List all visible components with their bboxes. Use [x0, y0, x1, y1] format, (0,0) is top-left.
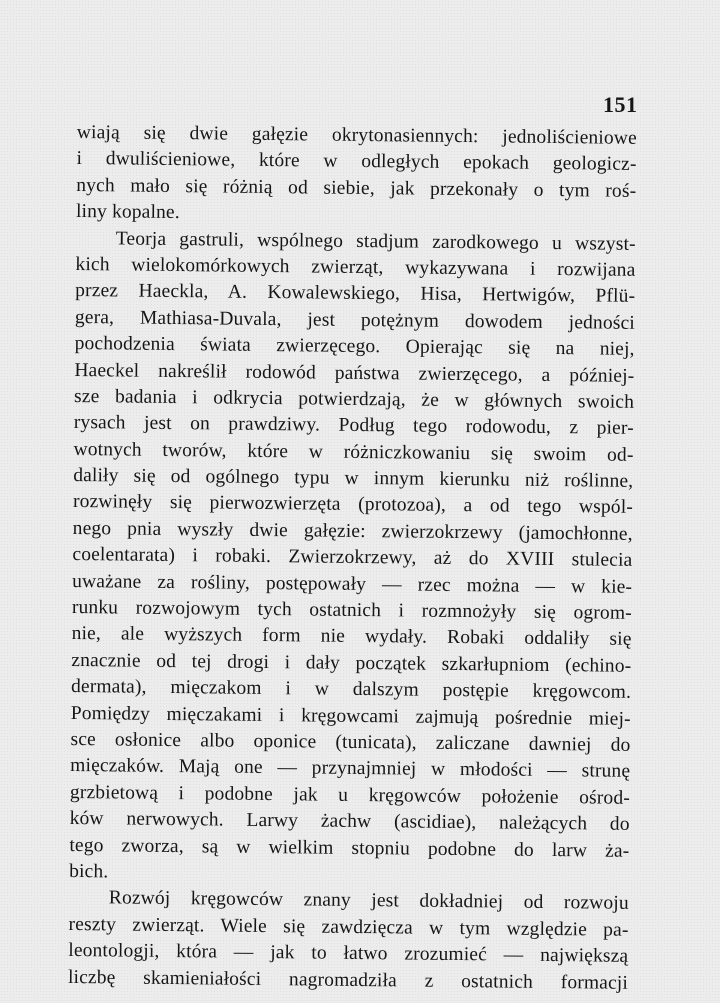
- text-line: nego pnia wyszły dwie gałęzie: zwierzokrzewy (jamochłonne,: [72, 517, 633, 545]
- text-line: coelentarata) i robaki. Zwierzokrzewy, aż do XVIII stulecia: [72, 544, 633, 572]
- text-line: znacznie od tej drogi i dały początek szkarłupniom (echino-: [71, 649, 632, 677]
- text-line: ków nerwowych. Larwy żachw (ascidiae), należących do: [69, 808, 630, 835]
- text-line: pochodzenia świata zwierzęcego. Opierając się na niej,: [74, 333, 635, 360]
- text-line: Pomiędzy mięczakami i kręgowcami zajmują pośrednie miej-: [70, 702, 631, 730]
- text-line: liczbę skamieniałości nagromadziła z ostatnich formacji: [67, 966, 629, 994]
- text-line: leontologji, która — jak to łatwo zrozumieć — największą: [68, 940, 629, 967]
- text-line: rozwinęły się pierwozwierzęta (protozoa), a od tego wspól-: [72, 491, 634, 519]
- text-line: runku rozwojowym tych ostatnich i rozmnożyły się ogrom-: [71, 597, 632, 624]
- text-line: kich wielokomórkowych zwierząt, wykazywana i rozwijana: [75, 253, 636, 281]
- text-line: daliły się od ogólnego typu w innym kierunku niż roślinne,: [73, 465, 634, 492]
- text-line: sze badania i odkrycia potwierdzają, że w głównych swoich: [73, 385, 635, 413]
- text-line: wotnych tworów, które w różniczkowaniu się swoim od-: [73, 438, 634, 466]
- text-line: reszty zwierząt. Wiele się zawdzięcza w tym względzie pa-: [68, 913, 629, 941]
- text-line: i dwuliścieniowe, które w odległych epokach geologicz-: [76, 148, 637, 176]
- page-number: 151: [603, 92, 638, 117]
- paragraph-start-line: Rozwój kręgowców znany jest dokładniej od rozwoju: [108, 887, 629, 915]
- text-line: gera, Mathiasa-Duvala, jest potężnym dowodem jedności: [74, 306, 636, 334]
- text-line: dermata), mięczakom i w dalszym postępie kręgowcom.: [70, 676, 632, 704]
- text-line: sce osłonice albo oponice (tunicata), zaliczane dawniej do: [70, 728, 631, 756]
- text-line: nych mało się różnią od siebie, jak przekonały o tym roś-: [76, 174, 637, 202]
- text-line: wiają się dwie gałęzie okrytonasiennych: jednoliścieniowe: [76, 121, 637, 149]
- text-line: przez Haeckla, A. Kowalewskiego, Hisa, Hertwigów, Pflü-: [75, 280, 636, 308]
- body-text: [68, 120, 637, 997]
- text-line: bich.: [69, 860, 109, 883]
- text-line: Haeckel nakreślił rodowód państwa zwierzęcego, a później-: [74, 359, 635, 387]
- text-line: grzbietową i podobne jak u kręgowców położenie ośrod-: [69, 781, 631, 809]
- text-line: rysach jest on prawdziwy. Podług tego rodowodu, z pier-: [73, 412, 634, 440]
- text-line: uważane za rośliny, postępowały — rzec można — w kie-: [72, 570, 633, 598]
- text-line: tego zworza, są w wielkim stopniu podobne do larw ża-: [69, 834, 630, 862]
- paragraph-start-line: Teorja gastruli, wspólnego stadjum zarodkowego u wszyst-: [115, 227, 636, 255]
- text-line: nie, ale wyższych form nie wydały. Robaki oddaliły się: [71, 623, 632, 651]
- text-line: liny kopalne.: [75, 201, 180, 224]
- text-line: mięczaków. Mają one — przynajmniej w młodości — strunę: [70, 755, 631, 783]
